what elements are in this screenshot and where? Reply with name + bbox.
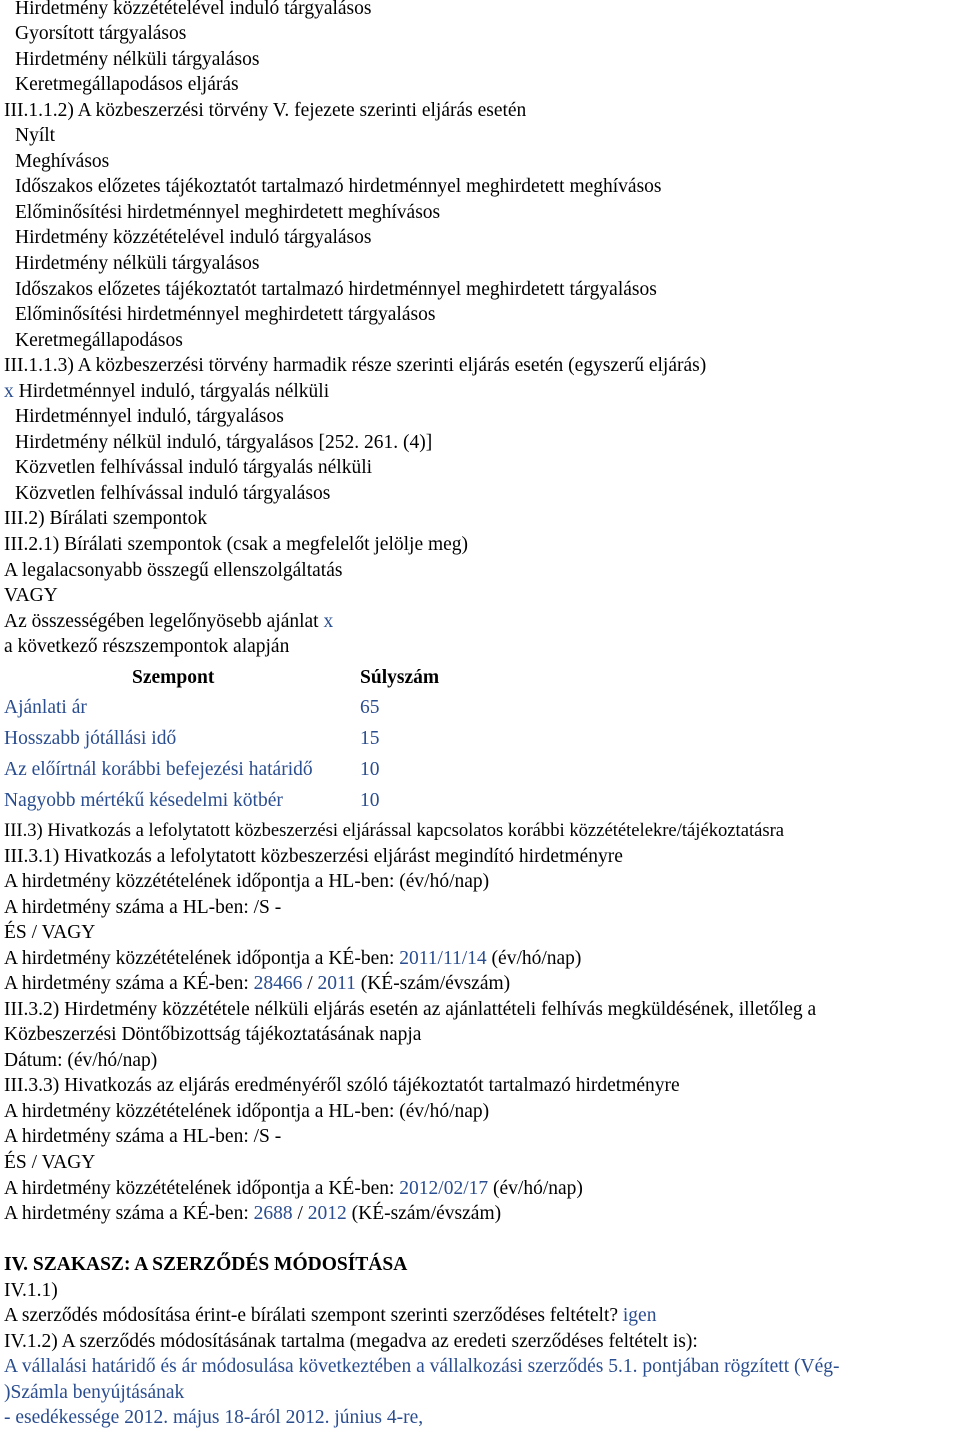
modification-question-line <box>4 1304 656 1328</box>
hl-date-label: A hirdetmény közzétételének időpontja a HL-ben: (év/hó/nap) <box>4 871 490 892</box>
ke-year-value: 2011 <box>317 973 356 994</box>
section-title-412: IV.1.2) A szerződés módosításának tartalma (megadva az eredeti szerződéses feltételt is): <box>4 1331 698 1352</box>
procedure-option: Közvetlen felhívással induló tárgyalás nélküli <box>15 457 373 478</box>
ke-number-format: (KÉ-szám/évszám) <box>360 973 511 994</box>
table-row-weight: 10 <box>360 759 380 780</box>
ke-number-value: 28466 <box>253 973 303 994</box>
procedure-option: Közvetlen felhívással induló tárgyalásos <box>15 483 331 504</box>
table-header-weight: Súlyszám <box>360 667 440 688</box>
modification-question: A szerződés módosítása érint-e bírálati szempont szerinti szerződéses feltételt? <box>4 1305 619 1326</box>
ke-date-label: A hirdetmény közzétételének időpontja a KÉ-ben: <box>4 1178 395 1199</box>
ke-date-line <box>4 947 581 971</box>
ke-number-value: 2688 <box>253 1203 293 1224</box>
hl-date-label: A hirdetmény közzétételének időpontja a HL-ben: (év/hó/nap) <box>4 1101 490 1122</box>
selected-procedure <box>4 380 329 404</box>
table-row-weight: 15 <box>360 728 380 749</box>
ke-date-format: (év/hó/nap) <box>493 1178 583 1199</box>
section-title-411: IV.1.1) <box>4 1280 58 1301</box>
criteria-best-value-label: Az összességében legelőnyösebb ajánlat <box>4 611 319 632</box>
table-header-criterion: Szempont <box>132 667 215 688</box>
ke-date-format: (év/hó/nap) <box>491 948 582 969</box>
and-or: ÉS / VAGY <box>4 922 96 943</box>
ke-date-value: 2012/02/17 <box>399 1178 489 1199</box>
selection-mark: x <box>4 381 14 402</box>
table-row-name: Az előírtnál korábbi befejezési határidő <box>4 759 313 780</box>
section-title-3113: III.1.1.3) A közbeszerzési törvény harmadik része szerinti eljárás esetén (egyszerű eljárás) <box>4 355 707 376</box>
procedure-option: Hirdetmény nélkül induló, tárgyalásos [252. 261. (4)] <box>15 432 433 453</box>
criteria-lowest-price: A legalacsonyabb összegű ellenszolgáltatás <box>4 560 343 581</box>
selection-mark: x <box>323 611 334 632</box>
procedure-option: Hirdetmény nélküli tárgyalásos <box>15 253 260 274</box>
ke-number-label: A hirdetmény száma a KÉ-ben: <box>4 973 249 994</box>
section-title-332-l1: III.3.2) Hirdetmény közzététele nélküli eljárás esetén az ajánlattételi felhívás megküldésének, illetőleg a <box>4 999 817 1020</box>
procedure-option: Időszakos előzetes tájékoztatót tartalmazó hirdetménnyel meghirdetett tárgyalásos <box>15 279 657 300</box>
ke-date-label: A hirdetmény közzétételének időpontja a KÉ-ben: <box>4 948 395 969</box>
table-row-weight: 65 <box>360 697 380 718</box>
criteria-or: VAGY <box>4 585 58 606</box>
hl-number-label: A hirdetmény száma a HL-ben: /S - <box>4 897 282 918</box>
procedure-option: Előminősítési hirdetménnyel meghirdetett tárgyalásos <box>15 304 436 325</box>
ke-date-value: 2011/11/14 <box>399 948 487 969</box>
modification-answer: igen <box>622 1305 657 1326</box>
procedure-option: Keretmegállapodásos eljárás <box>15 74 239 95</box>
ke-date-line <box>4 1177 583 1201</box>
procedure-option: Hirdetmény nélküli tárgyalásos <box>15 49 260 70</box>
procedure-option: Nyílt <box>15 125 56 146</box>
date-label: Dátum: (év/hó/nap) <box>4 1050 158 1071</box>
modification-text-l2: )Számla benyújtásának <box>4 1382 185 1403</box>
section-4-title: IV. SZAKASZ: A SZERZŐDÉS MÓDOSÍTÁSA <box>4 1254 408 1275</box>
section-title-33: III.3) Hivatkozás a lefolytatott közbeszerzési eljárással kapcsolatos korábbi közzétételekre/tájékoztatásra <box>4 820 785 841</box>
ke-number-label: A hirdetmény száma a KÉ-ben: <box>4 1203 249 1224</box>
procedure-option: Időszakos előzetes tájékoztatót tartalmazó hirdetménnyel meghirdetett meghívásos <box>15 176 662 197</box>
section-title-331: III.3.1) Hivatkozás a lefolytatott közbeszerzési eljárást megindító hirdetményre <box>4 846 623 867</box>
section-title-332-l2: Közbeszerzési Döntőbizottság tájékoztatásának napja <box>4 1024 422 1045</box>
ke-number-format: (KÉ-szám/évszám) <box>351 1203 502 1224</box>
and-or: ÉS / VAGY <box>4 1152 96 1173</box>
procedure-option: Előminősítési hirdetménnyel meghirdetett meghívásos <box>15 202 441 223</box>
criteria-best-value <box>4 610 333 634</box>
procedure-option: Meghívásos <box>15 151 110 172</box>
procedure-option: Gyorsított tárgyalásos <box>15 23 187 44</box>
table-row-name: Ajánlati ár <box>4 697 87 718</box>
ke-number-line: A hirdetmény száma a KÉ-ben: 2688 / 2012 (KÉ-szám/évszám) <box>4 1203 502 1224</box>
hl-number-label: A hirdetmény száma a HL-ben: /S - <box>4 1126 282 1147</box>
criteria-subcriteria-label: a következő részszempontok alapján <box>4 636 290 657</box>
table-row-weight: 10 <box>360 790 380 811</box>
selected-procedure-label: Hirdetménnyel induló, tárgyalás nélküli <box>18 381 330 402</box>
table-row-name: Nagyobb mértékű késedelmi kötbér <box>4 790 283 811</box>
procedure-option: Hirdetmény közzétételével induló tárgyalásos <box>15 227 372 248</box>
procedure-option: Hirdetmény közzétételével induló tárgyalásos <box>15 0 372 19</box>
ke-number-line: A hirdetmény száma a KÉ-ben: 28466 / 2011 (KÉ-szám/évszám) <box>4 973 511 994</box>
procedure-option: Keretmegállapodásos <box>15 330 183 351</box>
modification-text-l1: A vállalási határidő és ár módosulása következtében a vállalkozási szerződés 5.1. pontjában rögzített (Vég- <box>4 1356 840 1377</box>
section-title-333: III.3.3) Hivatkozás az eljárás eredményéről szóló tájékoztatót tartalmazó hirdetményre <box>4 1075 680 1096</box>
ke-year-value: 2012 <box>307 1203 347 1224</box>
section-title-32: III.2) Bírálati szempontok <box>4 508 208 529</box>
section-title-3112: III.1.1.2) A közbeszerzési törvény V. fejezete szerinti eljárás esetén <box>4 100 527 121</box>
section-title-321: III.2.1) Bírálati szempontok (csak a megfelelőt jelölje meg) <box>4 534 469 555</box>
modification-text-l3: - esedékessége 2012. május 18-áról 2012. június 4-re, <box>4 1407 424 1428</box>
procedure-option: Hirdetménnyel induló, tárgyalásos <box>15 406 284 427</box>
table-row-name: Hosszabb jótállási idő <box>4 728 177 749</box>
